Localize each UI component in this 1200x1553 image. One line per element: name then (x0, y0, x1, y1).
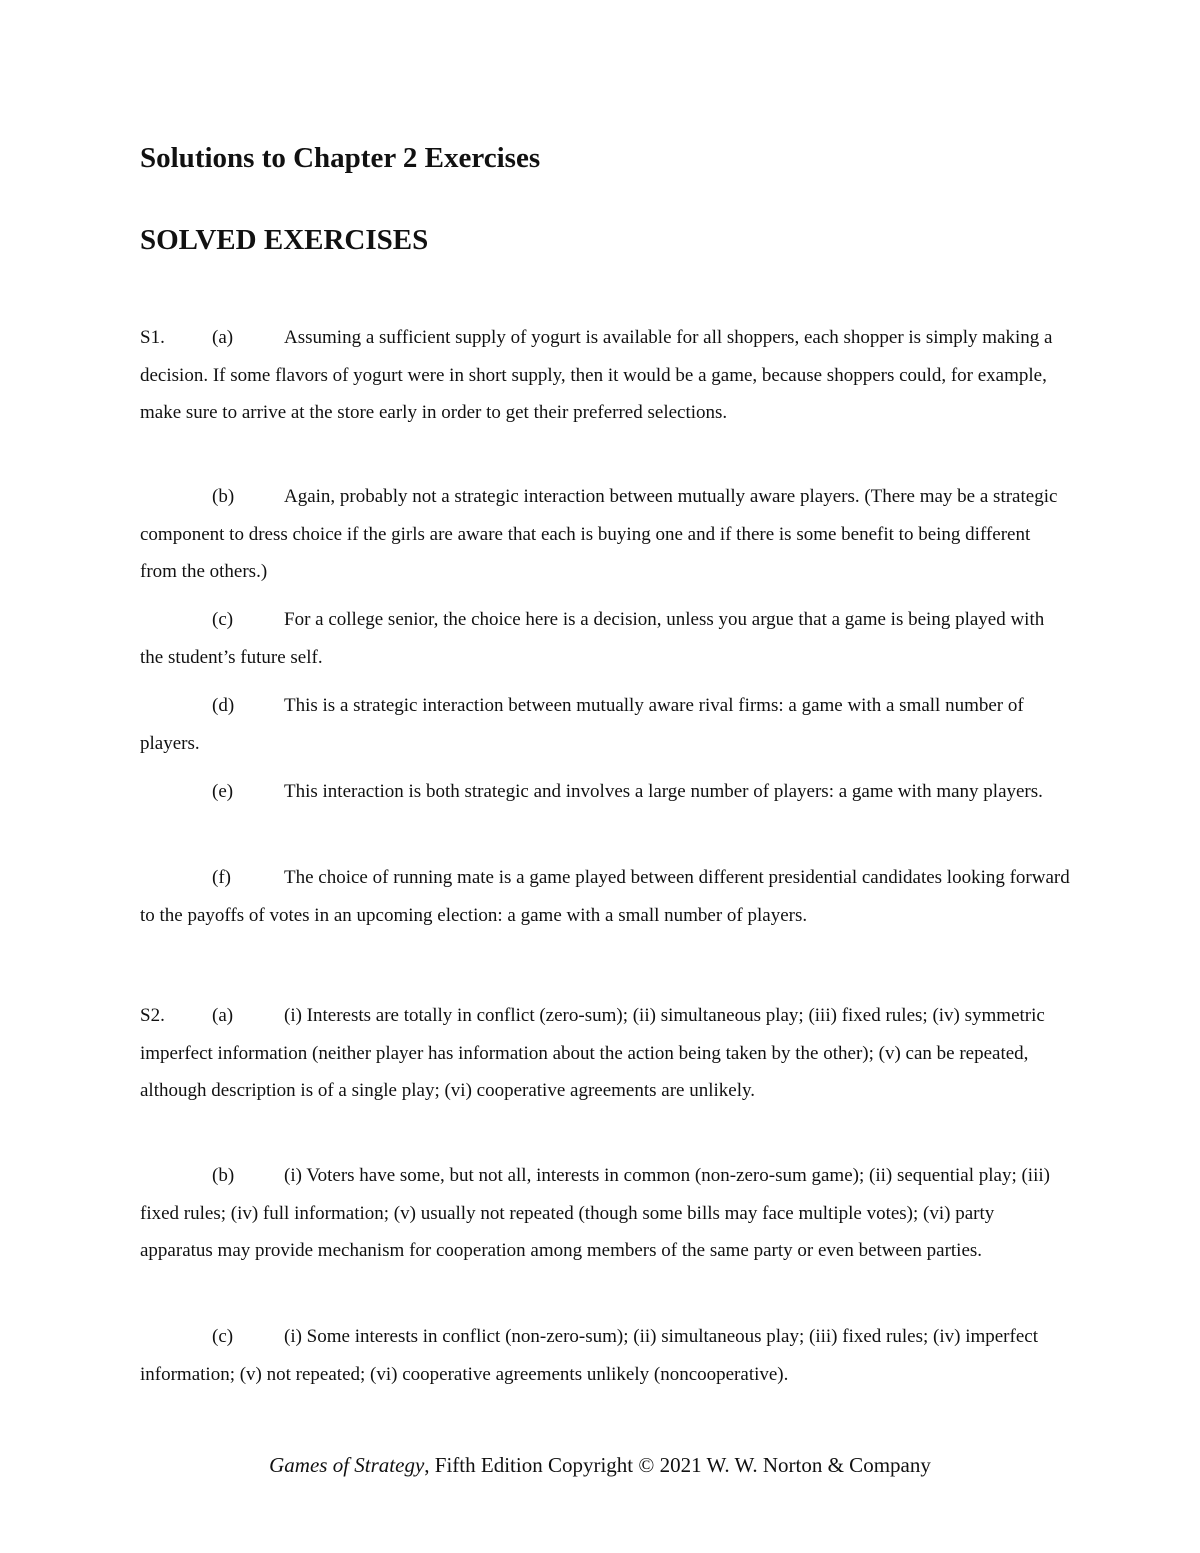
page-title: Solutions to Chapter 2 Exercises (140, 142, 541, 174)
item-text: (i) Some interests in conflict (non-zero-sum); (ii) simultaneous play; (iii) fixed rules; (iv) imperfect information; (v) not repeated; (vi) cooperative agreements unlikely (noncooperative). (140, 1326, 1038, 1385)
exercise-s1-a (140, 319, 1070, 432)
item-label: (c) (212, 609, 234, 630)
footer-book-title: Games of Strategy (269, 1453, 425, 1477)
item-text: The choice of running mate is a game played between different presidential candidates looking forward to the payoffs of votes in an upcoming election: a game with a small number of players. (140, 867, 1070, 926)
item-text: (i) Interests are totally in conflict (zero-sum); (ii) simultaneous play; (iii) fixed rules; (iv) symmetric imperfect information (neither player has information about the action being taken by the other); (v) can be repeated, although description is of a single play; (vi) cooperative agreements are unlikely. (140, 1005, 1045, 1101)
item-label: (b) (212, 486, 235, 507)
item-text: (i) Voters have some, but not all, interests in common (non-zero-sum game); (ii) sequential play; (iii) fixed rules; (iv) full information; (v) usually not repeated (though some bills may face multiple votes); (vi) party apparatus may provide mechanism for cooperation among members of the same party or even between parties. (140, 1165, 1050, 1261)
item-label: (a) (212, 327, 234, 348)
item-text: For a college senior, the choice here is a decision, unless you argue that a game is being played with the student’s future self. (140, 609, 1045, 668)
item-label: (a) (212, 1005, 234, 1026)
exercise-s1-d (140, 687, 1070, 762)
item-label: (c) (212, 1326, 234, 1347)
footer-copyright: , Fifth Edition Copyright © 2021 W. W. Norton & Company (424, 1453, 931, 1477)
exercise-s1-b (140, 478, 1070, 591)
exercise-s2-c (140, 1318, 1070, 1393)
item-label: (e) (212, 781, 234, 802)
exercise-s1-f (140, 859, 1070, 934)
item-label: (d) (212, 695, 235, 716)
item-label: (f) (212, 867, 231, 888)
item-text: Assuming a sufficient supply of yogurt is available for all shoppers, each shopper is simply making a decision. If some flavors of yogurt were in short supply, then it would be a game, because shoppers could, for example, make sure to arrive at the store early in order to get their preferred selections. (140, 327, 1053, 423)
page-footer (0, 1453, 1200, 1478)
exercise-s1-e (140, 773, 1070, 811)
section-heading: SOLVED EXERCISES (140, 224, 429, 256)
item-text: This is a strategic interaction between mutually aware rival firms: a game with a small number of players. (140, 695, 1024, 754)
exercise-s2-a (140, 997, 1070, 1110)
item-text: This interaction is both strategic and involves a large number of players: a game with many players. (284, 781, 1043, 802)
exercise-number: S1. (140, 327, 165, 348)
item-text: Again, probably not a strategic interaction between mutually aware players. (There may be a strategic component to dress choice if the girls are aware that each is buying one and if there is some benefit to being different from the others.) (140, 486, 1058, 582)
exercise-s1-c (140, 601, 1070, 676)
exercise-s2-b (140, 1157, 1070, 1270)
exercise-number: S2. (140, 1005, 165, 1026)
item-label: (b) (212, 1165, 235, 1186)
